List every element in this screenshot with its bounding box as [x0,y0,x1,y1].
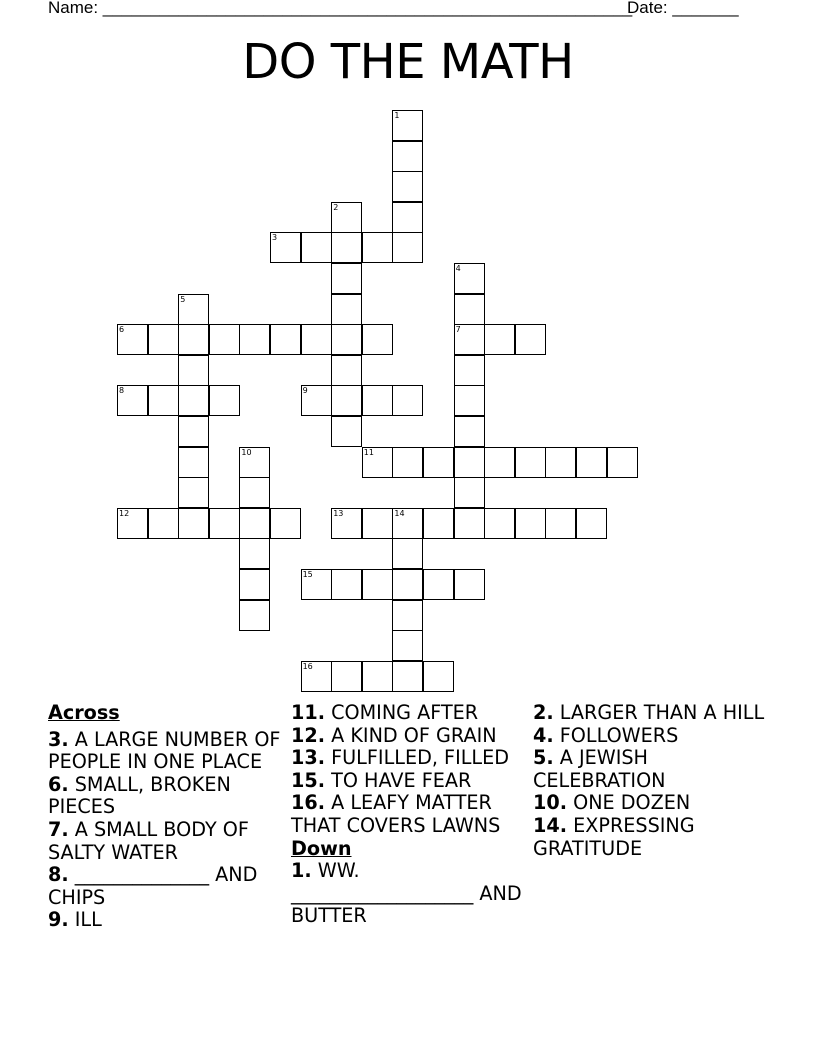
crossword-cell[interactable] [423,447,454,478]
down-heading: Down [291,836,352,860]
clue-number-label: 10. [533,791,567,815]
clue-item [48,909,283,932]
clue-number-label: 7. [48,817,69,841]
crossword-cell[interactable] [392,232,423,263]
clue-item [291,702,526,725]
clue-number: 7 [455,325,461,335]
clue-number-label: 2. [533,701,554,724]
clue-column-1 [48,702,283,932]
crossword-cell[interactable] [392,508,423,539]
crossword-cell[interactable] [178,355,209,386]
crossword-cell[interactable] [392,171,423,202]
crossword-cell[interactable] [392,110,423,141]
crossword-cell[interactable] [331,416,362,447]
crossword-cell[interactable] [392,630,423,661]
clue-number-label: 16. [291,791,325,815]
crossword-cell[interactable] [148,385,179,416]
clue-number-label: 1. [291,859,312,883]
clue-item [291,770,526,793]
crossword-cell[interactable] [392,202,423,233]
clue-text: SMALL, BROKEN PIECES [48,772,231,819]
clue-number: 8 [119,386,125,396]
crossword-cell[interactable] [270,508,301,539]
crossword-cell[interactable] [362,508,393,539]
clue-number: 4 [455,264,461,273]
clue-number: 5 [180,294,186,304]
crossword-cell[interactable] [362,661,393,692]
crossword-cell[interactable] [178,416,209,447]
crossword-cell[interactable] [454,324,485,355]
crossword-cell[interactable] [148,324,179,355]
crossword-cell[interactable] [392,569,423,600]
crossword-cell[interactable] [607,447,638,478]
down-clue-list [291,860,526,928]
clue-number-label: 5. [533,746,554,770]
clue-number: 3 [272,233,278,243]
crossword-cell[interactable] [423,569,454,600]
crossword-cell[interactable] [484,447,515,478]
clue-item [533,747,768,792]
crossword-cell[interactable] [392,141,423,172]
crossword-cell[interactable] [423,661,454,692]
clue-item [48,819,283,864]
clue-text: LARGER THAN A HILL [553,701,765,724]
crossword-cell[interactable] [331,324,362,355]
crossword-cell[interactable] [515,508,546,539]
clue-text: ______________ AND CHIPS [48,863,258,909]
crossword-cell[interactable] [178,294,209,325]
crossword-cell[interactable] [392,538,423,569]
crossword-cell[interactable] [392,447,423,478]
crossword-cell[interactable] [454,294,485,325]
clue-text: A SMALL BODY OF SALTY WATER [48,817,249,864]
clue-number: 12 [119,508,130,518]
clue-text: TO HAVE FEAR [325,768,472,792]
clue-number-label: 9. [48,908,69,932]
crossword-cell[interactable] [270,232,301,263]
crossword-cell[interactable] [545,447,576,478]
crossword-cell[interactable] [239,538,270,569]
crossword-cell[interactable] [117,508,148,539]
clue-text: A JEWISH CELEBRATION [533,746,666,792]
crossword-cell[interactable] [301,324,332,355]
crossword-cell[interactable] [484,508,515,539]
crossword-cell[interactable] [331,263,362,294]
clue-text: EXPRESSING GRATITUDE [533,813,695,860]
crossword-cell[interactable] [331,202,362,233]
crossword-cell[interactable] [331,355,362,386]
clue-number-label: 4. [533,723,554,747]
crossword-cell[interactable] [178,324,209,355]
clue-text: ILL [68,908,102,932]
clue-text: A LEAFY MATTER THAT COVERS LAWNS [291,791,501,837]
clue-text: COMING AFTER [325,701,479,724]
crossword-cell[interactable] [239,600,270,631]
crossword-cell[interactable] [270,324,301,355]
crossword-cell[interactable] [239,324,270,355]
crossword-cell[interactable] [209,508,240,539]
clue-item [533,792,768,815]
clue-item [48,864,283,909]
clue-text: A LARGE NUMBER OF PEOPLE IN ONE PLACE [48,727,281,774]
clue-number: 10 [241,447,252,457]
clue-text: FOLLOWERS [553,723,679,747]
across-heading: Across [48,701,120,724]
clue-item [291,792,526,837]
crossword-cell[interactable] [331,294,362,325]
clue-number-label: 14. [533,813,567,837]
crossword-cell[interactable] [209,385,240,416]
crossword-cell[interactable] [515,447,546,478]
crossword-cell[interactable] [362,232,393,263]
crossword-cell[interactable] [423,508,454,539]
crossword-cell[interactable] [392,661,423,692]
clue-column-2 [291,702,526,928]
crossword-cell[interactable] [209,324,240,355]
crossword-cell[interactable] [301,569,332,600]
clue-item [48,774,283,819]
crossword-cell[interactable] [362,385,393,416]
clue-number-label: 11. [291,701,325,724]
clue-number-label: 13. [291,746,325,770]
date-field-label: Date: _______ [627,0,739,17]
clue-number: 11 [363,447,374,457]
clue-text: WW. ___________________ AND BUTTER [291,859,522,928]
clue-item [291,725,526,748]
crossword-cell[interactable] [331,385,362,416]
crossword-cell[interactable] [576,447,607,478]
crossword-cell[interactable] [454,569,485,600]
clue-item [48,729,283,774]
across-clue-list-continued [291,702,526,838]
clue-text: A KIND OF GRAIN [325,723,497,747]
crossword-cell[interactable] [178,508,209,539]
crossword-cell[interactable] [301,232,332,263]
clue-text: FULFILLED, FILLED [325,746,510,770]
crossword-cell[interactable] [454,263,485,294]
clue-number: 16 [302,661,313,671]
clue-number: 15 [302,570,313,579]
crossword-cell[interactable] [484,324,515,355]
crossword-cell[interactable] [454,416,485,447]
crossword-cell[interactable] [331,232,362,263]
crossword-cell[interactable] [148,508,179,539]
clue-item [291,747,526,770]
crossword-cell[interactable] [454,477,485,508]
crossword-cell[interactable] [331,508,362,539]
crossword-cell[interactable] [239,569,270,600]
clue-number: 9 [302,386,308,396]
crossword-cell[interactable] [178,477,209,508]
across-clue-list [48,729,283,932]
crossword-cell[interactable] [301,385,332,416]
clue-number-label: 3. [48,727,69,751]
clue-item [291,860,526,928]
clue-number-label: 15. [291,768,325,792]
crossword-cell[interactable] [392,385,423,416]
clue-number: 2 [333,202,339,212]
crossword-cell[interactable] [362,324,393,355]
clue-item [533,702,768,725]
crossword-cell[interactable] [515,324,546,355]
crossword-cell[interactable] [239,508,270,539]
crossword-cell[interactable] [117,324,148,355]
clue-number: 14 [394,508,405,518]
clue-number: 13 [333,508,344,518]
crossword-cell[interactable] [239,477,270,508]
clue-text: ONE DOZEN [567,791,691,815]
down-clue-list-continued [533,702,768,860]
crossword-cell[interactable] [178,447,209,478]
crossword-cell[interactable] [239,447,270,478]
crossword-cell[interactable] [454,447,485,478]
crossword-cell[interactable] [301,661,332,692]
clue-number-label: 6. [48,772,69,796]
clue-number-label: 8. [48,863,69,887]
crossword-cell[interactable] [454,385,485,416]
clue-column-3 [533,702,768,860]
crossword-cell[interactable] [117,385,148,416]
clue-number: 6 [119,325,125,335]
crossword-cell[interactable] [331,661,362,692]
page-title: DO THE MATH [242,34,574,90]
crossword-cell[interactable] [362,447,393,478]
clue-number-label: 12. [291,723,325,747]
name-field-label: Name: ________________________________________________________ [48,0,633,17]
crossword-cell[interactable] [454,508,485,539]
crossword-cell[interactable] [331,569,362,600]
crossword-cell[interactable] [362,569,393,600]
clue-item [533,725,768,748]
crossword-cell[interactable] [178,385,209,416]
crossword-cell[interactable] [545,508,576,539]
crossword-cell[interactable] [454,355,485,386]
crossword-cell[interactable] [392,600,423,631]
clue-item [533,815,768,860]
clue-number: 1 [394,111,400,120]
crossword-cell[interactable] [576,508,607,539]
